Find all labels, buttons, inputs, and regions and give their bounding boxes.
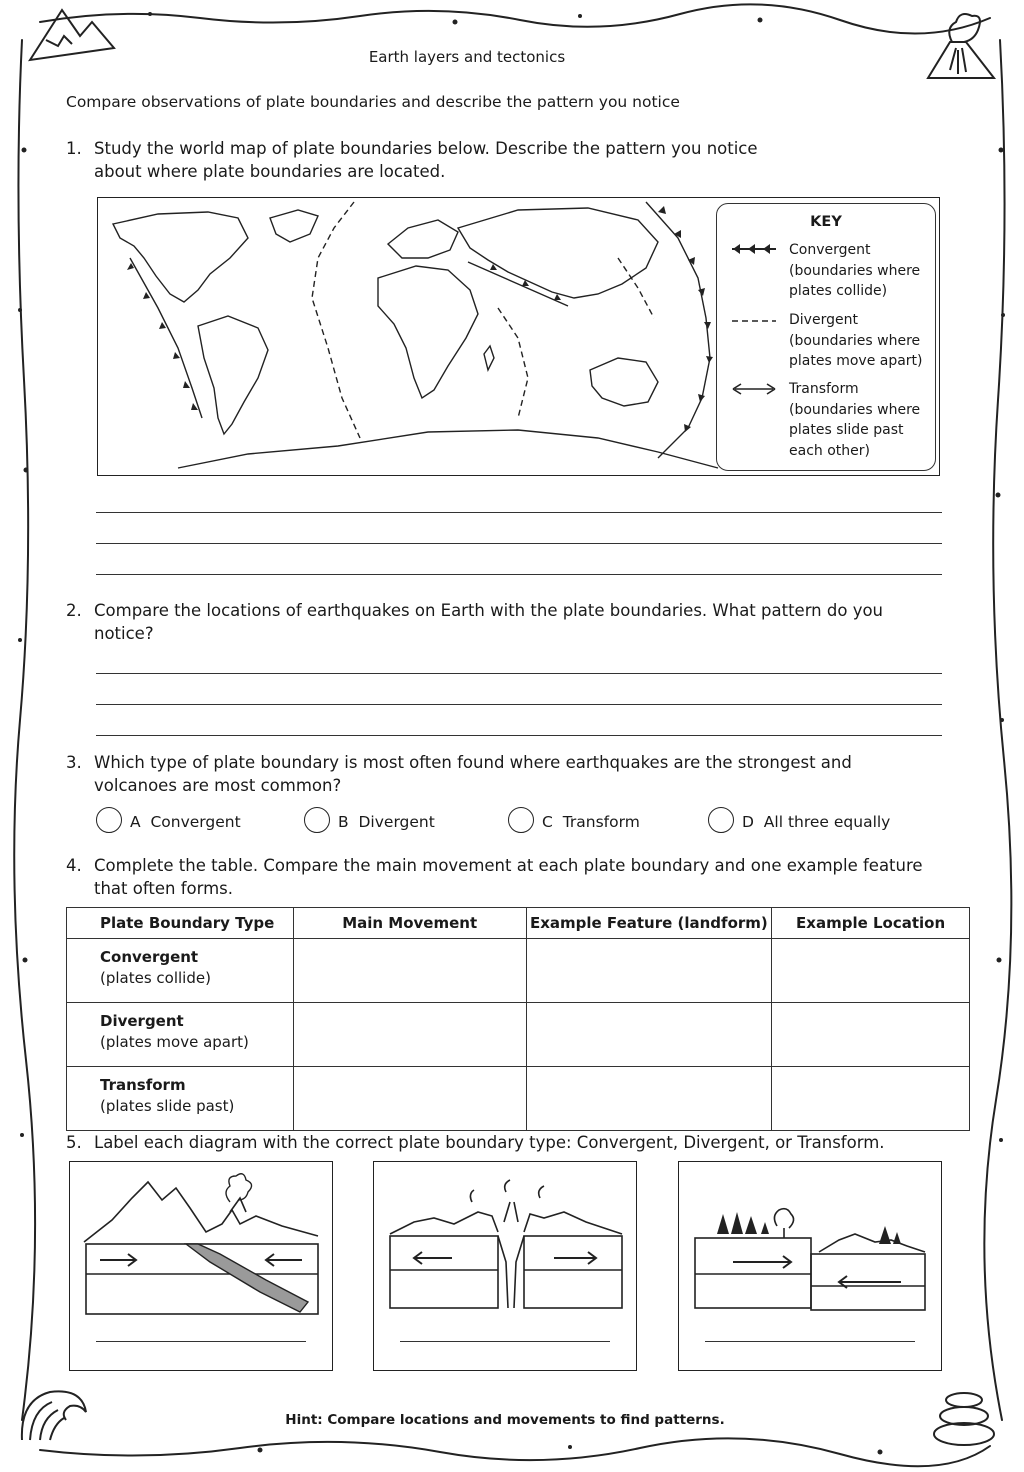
answer-cell[interactable] xyxy=(293,939,526,1003)
question-number: 4. xyxy=(66,856,82,875)
mid-atlantic-ridge xyxy=(312,202,360,438)
divergent-boundary-diagram xyxy=(374,1162,636,1332)
antarctica-outline xyxy=(178,430,718,468)
key-item-description: each other) xyxy=(789,442,870,459)
answer-line[interactable] xyxy=(96,574,942,575)
map-key xyxy=(716,203,936,471)
transform-arrow-icon xyxy=(731,382,777,396)
europe-outline xyxy=(388,220,458,258)
key-title: KEY xyxy=(810,214,842,230)
key-item-description: (boundaries where xyxy=(789,262,921,279)
boundary-description: (plates move apart) xyxy=(100,1033,249,1051)
north-america-outline xyxy=(113,212,248,302)
worksheet-title: Earth layers and tectonics xyxy=(368,48,566,66)
key-item-convergent xyxy=(789,240,920,302)
worksheet-subtitle: Compare observations of plate boundaries and describe the pattern you notice xyxy=(66,93,680,111)
question-number: 5. xyxy=(66,1133,82,1152)
option-letter: A xyxy=(130,813,141,831)
row-header xyxy=(67,939,294,1003)
boundary-description: (plates collide) xyxy=(100,969,211,987)
answer-line[interactable] xyxy=(96,735,942,736)
diagram-box-1 xyxy=(69,1161,333,1371)
row-header xyxy=(67,1067,294,1131)
label-answer-line[interactable] xyxy=(705,1341,915,1342)
australia-outline xyxy=(590,358,658,406)
question-number: 3. xyxy=(66,753,82,772)
boundary-description: (plates slide past) xyxy=(100,1097,235,1115)
answer-cell[interactable] xyxy=(772,939,970,1003)
question-number: 1. xyxy=(66,139,82,158)
question-text: Label each diagram with the correct plate boundary type: Convergent, Divergent, or Transform. xyxy=(94,1133,885,1152)
question-text: Compare the locations of earthquakes on Earth with the plate boundaries. What pattern do you notice? xyxy=(94,601,884,643)
question-text: Which type of plate boundary is most often found where earthquakes are the strongest and volcanoes are most common? xyxy=(94,753,852,795)
hint-text: Hint: Compare locations and movements to find patterns. xyxy=(285,1412,725,1428)
question-number: 2. xyxy=(66,601,82,620)
question-2 xyxy=(66,599,926,645)
answer-circle[interactable] xyxy=(96,807,122,833)
answer-cell[interactable] xyxy=(526,1003,772,1067)
key-item-description: plates slide past xyxy=(789,422,904,438)
option-letter: B xyxy=(338,813,349,831)
africa-outline xyxy=(378,266,478,398)
boundary-type: Divergent xyxy=(100,1012,184,1030)
convergent-boundary-diagram xyxy=(70,1162,332,1332)
option-text: Convergent xyxy=(150,813,241,831)
table-header: Example Feature (landform) xyxy=(526,908,772,939)
question-3 xyxy=(66,751,926,797)
transform-boundary-diagram xyxy=(679,1162,941,1332)
answer-circle[interactable] xyxy=(304,807,330,833)
boundary-type: Convergent xyxy=(100,948,199,966)
answer-cell[interactable] xyxy=(772,1003,970,1067)
table-row xyxy=(67,1003,970,1067)
south-america-outline xyxy=(198,316,268,434)
question-1 xyxy=(66,137,926,183)
label-answer-line[interactable] xyxy=(400,1341,610,1342)
table-row xyxy=(67,939,970,1003)
key-item-description: plates move apart) xyxy=(789,353,923,369)
answer-line[interactable] xyxy=(96,704,942,705)
table-header: Plate Boundary Type xyxy=(67,908,294,939)
option-text: Transform xyxy=(562,813,640,831)
answer-line[interactable] xyxy=(96,543,942,544)
key-item-divergent xyxy=(789,310,923,372)
question-5 xyxy=(66,1131,966,1155)
table-header-row xyxy=(67,908,970,939)
key-item-description: (boundaries where xyxy=(789,332,921,349)
answer-circle[interactable] xyxy=(708,807,734,833)
answer-cell[interactable] xyxy=(526,1067,772,1131)
key-item-description: plates collide) xyxy=(789,283,888,299)
option-letter: D xyxy=(742,813,754,831)
plate-boundary-table xyxy=(66,907,970,1131)
row-header xyxy=(67,1003,294,1067)
answer-circle[interactable] xyxy=(508,807,534,833)
answer-line[interactable] xyxy=(96,673,942,674)
greenland-outline xyxy=(270,210,318,242)
label-answer-line[interactable] xyxy=(96,1341,306,1342)
key-item-label: Divergent xyxy=(789,312,858,328)
convergent-line-icon xyxy=(731,242,777,256)
option-text: Divergent xyxy=(358,813,435,831)
option-text: All three equally xyxy=(763,813,891,831)
question-text: Study the world map of plate boundaries below. Describe the pattern you notice about where plate boundaries are located. xyxy=(94,139,758,181)
volcano-icon xyxy=(928,14,994,78)
answer-cell[interactable] xyxy=(293,1003,526,1067)
boundary-type: Transform xyxy=(100,1076,186,1094)
key-item-description: (boundaries where xyxy=(789,401,921,418)
table-header: Example Location xyxy=(772,908,970,939)
diagram-box-3 xyxy=(678,1161,942,1371)
answer-cell[interactable] xyxy=(526,939,772,1003)
key-item-label: Transform xyxy=(789,381,859,397)
table-header: Main Movement xyxy=(293,908,526,939)
answer-line[interactable] xyxy=(96,512,942,513)
asia-outline xyxy=(458,208,658,298)
option-letter: C xyxy=(542,813,553,831)
question-4 xyxy=(66,854,946,900)
divergent-line-icon xyxy=(731,314,777,328)
answer-cell[interactable] xyxy=(293,1067,526,1131)
table-row xyxy=(67,1067,970,1131)
answer-cell[interactable] xyxy=(772,1067,970,1131)
question-text: Complete the table. Compare the main movement at each plate boundary and one example feature that often forms. xyxy=(94,856,923,898)
key-item-transform xyxy=(789,379,920,461)
diagram-box-2 xyxy=(373,1161,637,1371)
key-item-label: Convergent xyxy=(789,242,871,258)
